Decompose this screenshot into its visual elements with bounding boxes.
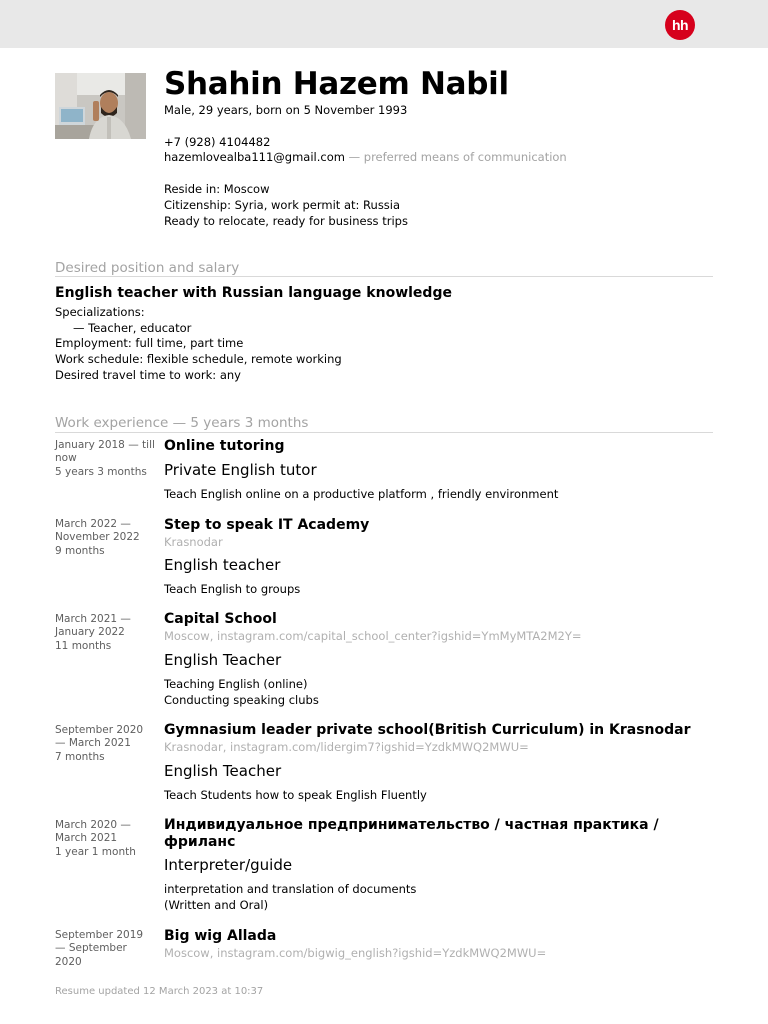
experience-duration: 7 months: [55, 751, 105, 763]
experience-company: Step to speak IT Academy: [164, 517, 370, 533]
phone-number[interactable]: +7 (928) 4104482: [164, 135, 271, 149]
experience-company: Online tutoring: [164, 438, 285, 454]
candidate-name: Shahin Hazem Nabil: [164, 66, 509, 102]
work-experience-heading: Work experience — 5 years 3 months: [55, 415, 309, 431]
experience-position: Private English tutor: [164, 461, 317, 479]
travel-time: Desired travel time to work: any: [55, 368, 241, 382]
experience-duration: 9 months: [55, 545, 105, 557]
experience-position: English teacher: [164, 556, 281, 574]
experience-dates: March 2020 — March 2021: [55, 819, 131, 845]
experience-description: Teaching English (online) Conducting speaking clubs: [164, 677, 319, 707]
relocation: Ready to relocate, ready for business trips: [164, 214, 408, 228]
experience-dates: September 2020 — March 2021: [55, 724, 144, 750]
email-line: [164, 150, 567, 165]
specialization-item: — Teacher, educator: [73, 321, 192, 335]
desired-position-heading: Desired position and salary: [55, 260, 240, 276]
experience-dates: September 2019 — September 2020: [55, 929, 144, 968]
experience-description: Teach English online on a productive platform , friendly environment: [164, 487, 559, 501]
experience-location: Krasnodar: [164, 535, 223, 549]
experience-company: Capital School: [164, 611, 277, 627]
experience-description: Teach English to groups: [164, 582, 301, 596]
section-divider: [55, 432, 713, 433]
experience-duration: 11 months: [55, 640, 112, 652]
desired-position-title: English teacher with Russian language knowledge: [55, 285, 452, 301]
personal-summary: Male, 29 years, born on 5 November 1993: [164, 103, 408, 117]
citizenship: Citizenship: Syria, work permit at: Russia: [164, 198, 401, 212]
experience-dates: March 2021 — January 2022: [55, 613, 131, 639]
experience-position: English Teacher: [164, 762, 282, 780]
specializations-label: Specializations:: [55, 305, 145, 319]
experience-location[interactable]: Moscow, instagram.com/bigwig_english?igshid=YzdkMWQ2MWU=: [164, 946, 547, 960]
experience-company: Big wig Allada: [164, 928, 277, 944]
experience-location[interactable]: Moscow, instagram.com/capital_school_center?igshid=YmMyMTA2M2Y=: [164, 629, 582, 643]
residence: Reside in: Moscow: [164, 182, 270, 196]
experience-duration: 1 year 1 month: [55, 846, 136, 858]
hh-logo-icon[interactable]: hh: [665, 10, 695, 40]
experience-company: Gymnasium leader private school(British Curriculum) in Krasnodar: [164, 722, 691, 738]
experience-duration: 5 years 3 months: [55, 466, 147, 478]
work-schedule: Work schedule: flexible schedule, remote working: [55, 352, 342, 366]
experience-position: English Teacher: [164, 651, 282, 669]
email-link[interactable]: hazemlovealba111@gmail.com: [164, 150, 345, 164]
experience-dates: March 2022 — November 2022: [55, 518, 140, 544]
resume-updated: Resume updated 12 March 2023 at 10:37: [55, 986, 264, 997]
top-bar: [0, 0, 768, 48]
profile-photo: [55, 73, 146, 139]
experience-position: Interpreter/guide: [164, 856, 293, 874]
experience-dates: January 2018 — till now: [55, 439, 155, 465]
experience-location[interactable]: Krasnodar, instagram.com/lidergim7?igshid=YzdkMWQ2MWU=: [164, 740, 529, 754]
section-divider: [55, 276, 713, 277]
employment-type: Employment: full time, part time: [55, 336, 244, 350]
experience-description: interpretation and translation of documents (Written and Oral): [164, 882, 417, 912]
experience-company: Индивидуальное предпринимательство / частная практика / фриланс: [164, 817, 659, 850]
email-note: — preferred means of communication: [348, 150, 567, 164]
experience-description: Teach Students how to speak English Fluently: [164, 788, 427, 802]
